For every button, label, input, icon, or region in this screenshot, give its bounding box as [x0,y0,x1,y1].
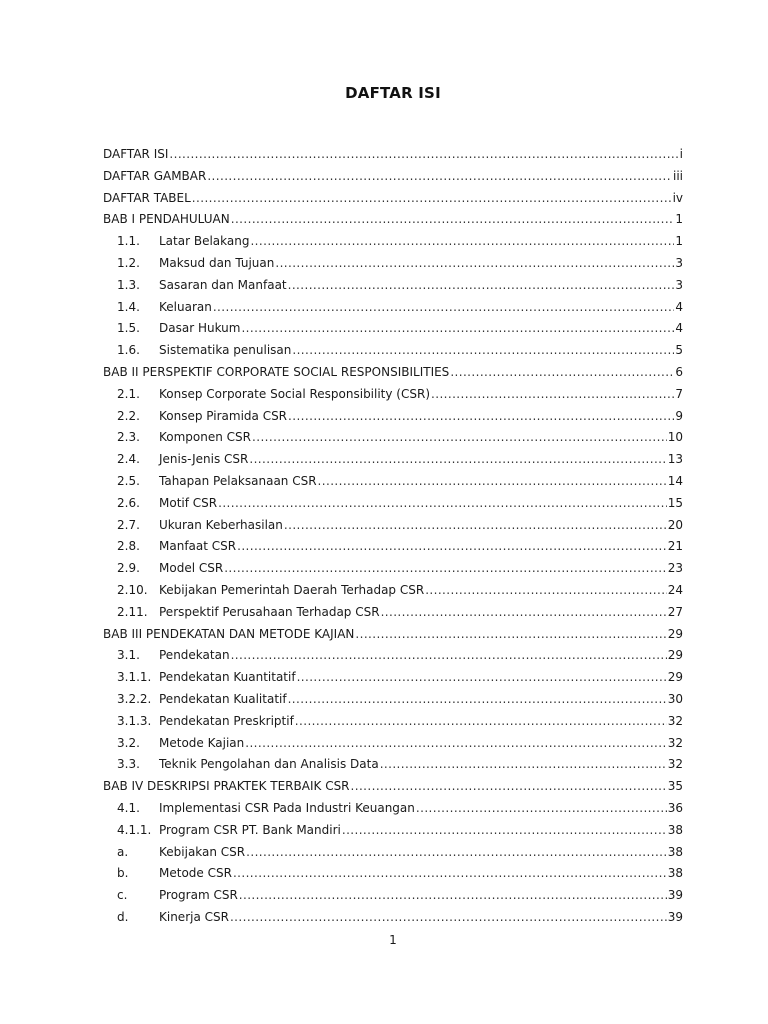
toc-entry[interactable] [103,493,683,515]
dot-leader [169,144,678,166]
toc-entry-page: 4 [675,321,683,336]
toc-entry-number: 1.2. [117,255,140,270]
toc-entry-label: Maksud dan Tujuan [159,255,275,270]
dot-leader [245,733,666,755]
toc-entry[interactable] [103,558,683,580]
toc-entry-label: Implementasi CSR Pada Industri Keuangan [159,800,415,815]
toc-entry[interactable] [103,754,683,776]
toc-entry[interactable] [103,580,683,602]
dot-leader [224,558,667,580]
dot-leader [213,297,675,319]
dot-leader [318,471,667,493]
toc-entry-number: 2.7. [117,517,140,532]
dot-leader [246,842,667,864]
toc-entry-page: 27 [667,604,683,619]
dot-leader [351,776,667,798]
dot-leader [231,209,675,231]
toc-entry-page: 32 [667,735,683,750]
toc-entry-number: a. [117,844,129,859]
toc-entry-number: 1.6. [117,343,140,358]
toc-entry[interactable] [103,275,683,297]
toc-entry[interactable] [103,384,683,406]
toc-entry-page: 38 [667,822,683,837]
toc-entry-page: 29 [667,626,683,641]
toc-entry-number: 2.8. [117,539,140,554]
toc-entry-page: 13 [667,452,683,467]
dot-leader [231,645,667,667]
toc-entry-page: 9 [675,408,683,423]
toc-entry-label: Dasar Hukum [159,321,241,336]
dot-leader [416,798,667,820]
dot-leader [292,340,674,362]
dot-leader [192,188,672,210]
toc-entry-label: Pendekatan Kuantitatif [159,670,296,685]
toc-entry[interactable] [103,231,683,253]
toc-entry[interactable] [103,798,683,820]
toc-entry-page: 38 [667,844,683,859]
dot-leader [249,449,666,471]
toc-entry-number: d. [117,909,129,924]
toc-entry[interactable] [103,820,683,842]
dot-leader [295,711,667,733]
toc-entry-number: 1.4. [117,299,140,314]
toc-entry-label: Tahapan Pelaksanaan CSR [159,473,317,488]
toc-entry-number: 2.6. [117,495,140,510]
dot-leader [252,427,667,449]
toc-entry[interactable] [103,166,683,188]
toc-entry-label: Motif CSR [159,495,218,510]
toc-entry-label: Kebijakan Pemerintah Daerah Terhadap CSR [159,582,425,597]
toc-entry-number: 1.3. [117,277,140,292]
toc-entry-label: Sistematika penulisan [159,343,292,358]
toc-entry[interactable] [103,863,683,885]
dot-leader [237,536,667,558]
toc-entry[interactable] [103,144,683,166]
toc-entry-label: Keluaran [159,299,212,314]
toc-entry-number: 2.9. [117,561,140,576]
toc-entry-page: i [679,147,683,161]
toc-entry-label: Komponen CSR [159,430,252,445]
toc-entry-number: b. [117,866,129,881]
toc-entry-page: 6 [675,364,683,379]
toc-entry[interactable] [103,427,683,449]
toc-entry[interactable] [103,711,683,733]
toc-entry-number: 1.1. [117,234,140,249]
toc-entry-number: 2.2. [117,408,140,423]
toc-entry[interactable] [103,253,683,275]
toc-entry-label: Konsep Corporate Social Responsibility (CSR) [159,386,431,401]
toc-entry-page: 39 [667,909,683,924]
toc-entry[interactable] [103,907,683,929]
toc-entry-page: 1 [675,212,683,227]
dot-leader [218,493,667,515]
toc-entry-page: 36 [667,800,683,815]
toc-entry-label: BAB IV DESKRIPSI PRAKTEK TERBAIK CSR [103,779,350,794]
toc-entry-label: Konsep Piramida CSR [159,408,288,423]
dot-leader [381,602,667,624]
toc-entry-label: Metode CSR [159,866,232,881]
toc-entry-page: 39 [667,888,683,903]
toc-entry-label: Metode Kajian [159,735,245,750]
toc-entry-number: 2.1. [117,386,140,401]
toc-entry-page: 30 [667,691,683,706]
toc-entry-label: Kinerja CSR [159,909,229,924]
toc-entry-page: 23 [667,561,683,576]
dot-leader [275,253,674,275]
toc-entry-number: 2.10. [117,582,148,597]
toc-entry[interactable] [103,689,683,711]
toc-entry-page: 35 [667,779,683,794]
dot-leader [425,580,667,602]
toc-entry[interactable] [103,645,683,667]
dot-leader [288,689,667,711]
toc-entry-number: 3.1. [117,648,140,663]
toc-entry-page: 3 [675,277,683,292]
toc-entry-label: Pendekatan Preskriptif [159,713,294,728]
toc-entry-label: BAB II PERSPEKTIF CORPORATE SOCIAL RESPONSIBILITIES [103,364,450,379]
toc-entry[interactable] [103,667,683,689]
toc-entry-label: BAB III PENDEKATAN DAN METODE KAJIAN [103,626,355,641]
dot-leader [233,863,667,885]
toc-entry[interactable] [103,362,683,384]
toc-entry-page: 15 [667,495,683,510]
toc-entry-label: Latar Belakang [159,234,250,249]
toc-entry-label: Pendekatan [159,648,230,663]
toc-entry-label: Jenis-Jenis CSR [159,452,249,467]
toc-entry-page: 29 [667,670,683,685]
page-title: DAFTAR ISI [345,84,441,102]
toc-entry-label: Pendekatan Kualitatif [159,691,287,706]
toc-entry-page: 4 [675,299,683,314]
toc-entry[interactable] [103,297,683,319]
toc-entry[interactable] [103,471,683,493]
toc-entry-label: DAFTAR ISI [103,147,169,161]
table-of-contents [103,144,683,929]
toc-entry-label: Sasaran dan Manfaat [159,277,287,292]
toc-entry[interactable] [103,536,683,558]
toc-entry[interactable] [103,406,683,428]
dot-leader [250,231,674,253]
dot-leader [239,885,667,907]
toc-entry[interactable] [103,188,683,210]
toc-entry-page: 29 [667,648,683,663]
toc-entry-label: Manfaat CSR [159,539,237,554]
toc-entry[interactable] [103,449,683,471]
toc-entry-page: 32 [667,713,683,728]
toc-entry-page: 21 [667,539,683,554]
page-number: 1 [389,933,397,947]
dot-leader [342,820,667,842]
toc-entry-number: 3.3. [117,757,140,772]
toc-entry[interactable] [103,318,683,340]
toc-entry[interactable] [103,340,683,362]
toc-entry[interactable] [103,776,683,798]
toc-entry[interactable] [103,733,683,755]
dot-leader [431,384,674,406]
dot-leader [288,275,675,297]
toc-entry-number: 3.2.2. [117,691,152,706]
dot-leader [288,406,674,428]
toc-entry-number: 1.5. [117,321,140,336]
toc-entry-page: 32 [667,757,683,772]
toc-entry-label: Kebijakan CSR [159,844,246,859]
toc-entry-page: iii [672,168,683,183]
toc-entry-number: 2.5. [117,473,140,488]
dot-leader [355,624,666,646]
dot-leader [230,907,667,929]
toc-entry-number: 3.1.3. [117,713,152,728]
toc-entry-page: 10 [667,430,683,445]
toc-entry-label: Program CSR [159,888,238,903]
toc-entry-number: 4.1.1. [117,822,152,837]
toc-entry-number: 2.11. [117,604,148,619]
dot-leader [207,166,672,188]
toc-entry-page: iv [672,190,683,205]
dot-leader [241,318,674,340]
toc-entry[interactable] [103,209,683,231]
toc-entry-page: 1 [675,234,683,249]
toc-entry-label: Model CSR [159,561,224,576]
toc-entry-number: 3.1.1. [117,670,152,685]
toc-entry-page: 14 [667,473,683,488]
toc-entry-number: 2.3. [117,430,140,445]
toc-entry[interactable] [103,624,683,646]
toc-entry-label: BAB I PENDAHULUAN [103,212,230,227]
toc-entry-label: Perspektif Perusahaan Terhadap CSR [159,604,380,619]
toc-entry-label: DAFTAR TABEL [103,190,191,205]
toc-entry-number: c. [117,888,128,903]
toc-entry[interactable] [103,515,683,537]
toc-entry-page: 7 [675,386,683,401]
toc-entry-page: 3 [675,255,683,270]
toc-entry-page: 24 [667,582,683,597]
toc-entry-page: 38 [667,866,683,881]
dot-leader [297,667,667,689]
dot-leader [450,362,674,384]
toc-entry-label: Teknik Pengolahan dan Analisis Data [159,757,379,772]
toc-entry-number: 3.2. [117,735,140,750]
toc-entry-label: DAFTAR GAMBAR [103,168,207,183]
toc-entry-number: 2.4. [117,452,140,467]
toc-entry-label: Ukuran Keberhasilan [159,517,283,532]
dot-leader [380,754,667,776]
toc-entry[interactable] [103,602,683,624]
toc-entry-page: 20 [667,517,683,532]
toc-entry-page: 5 [675,343,683,358]
dot-leader [284,515,667,537]
toc-entry-number: 4.1. [117,800,140,815]
toc-entry[interactable] [103,885,683,907]
toc-entry-label: Program CSR PT. Bank Mandiri [159,822,341,837]
toc-entry[interactable] [103,842,683,864]
